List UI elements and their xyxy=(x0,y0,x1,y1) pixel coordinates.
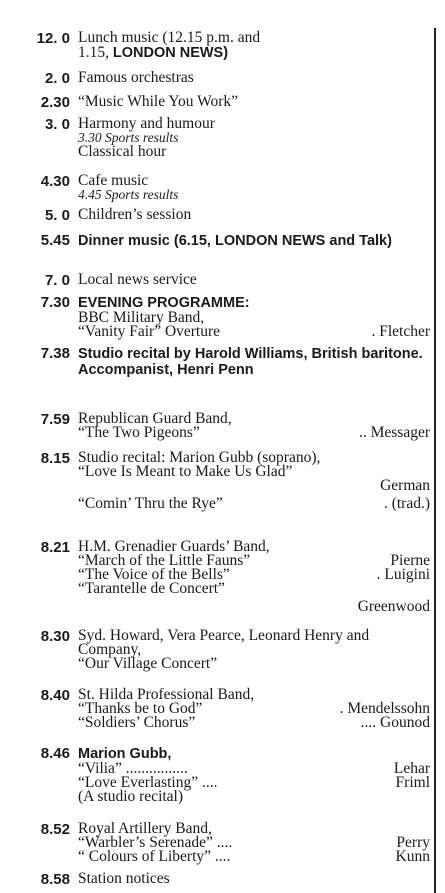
entry-line: “Tarantelle de Concert” xyxy=(78,580,225,597)
entry-text: Lehar xyxy=(393,760,430,777)
entry-time: 2.30 xyxy=(40,94,70,111)
entry-body xyxy=(76,233,430,249)
entry-text: . Fletcher xyxy=(371,323,430,340)
entry-text: Perry xyxy=(396,834,430,851)
entry-line: Children’s session xyxy=(78,206,192,223)
entry-time: 8.15 xyxy=(40,450,70,467)
entry-body xyxy=(76,208,430,222)
entry-line: Studio recital: Marion Gubb (soprano), xyxy=(78,449,321,466)
entry-0545 xyxy=(0,233,430,249)
entry-text: “Thanks be to God” xyxy=(78,700,203,717)
entry-line-bold: EVENING PROGRAMME: xyxy=(78,295,250,311)
entry-body xyxy=(76,295,430,339)
entry-0430 xyxy=(0,174,430,202)
entry-body xyxy=(76,746,430,804)
entry-line xyxy=(78,497,430,511)
entry-line: Greenwood xyxy=(357,598,430,615)
entry-0821 xyxy=(0,540,430,614)
entry-body xyxy=(76,95,430,109)
entry-1200 xyxy=(0,31,430,61)
entry-line: Lunch music (12.15 p.m. and xyxy=(78,29,261,46)
entry-text: “Warbler’s Serenade” .... xyxy=(78,834,233,851)
entry-time: 8.52 xyxy=(40,821,70,838)
entry-time: 4.30 xyxy=(40,173,70,190)
entry-line: Royal Artillery Band, xyxy=(78,820,212,837)
entry-body xyxy=(76,346,430,378)
entry-0738 xyxy=(0,346,430,378)
entry-line: German xyxy=(380,477,430,494)
entry-line: H.M. Grenadier Guards’ Band, xyxy=(78,538,270,555)
entry-time: 5.45 xyxy=(40,232,70,249)
entry-line: Syd. Howard, Vera Pearce, Leonard Henry and Company, xyxy=(78,627,370,658)
entry-body xyxy=(76,822,430,864)
entry-body xyxy=(76,31,430,61)
entry-line-bold: Studio recital by Harold Williams, British baritone. Accompanist, Henri Penn xyxy=(78,346,423,378)
entry-text: Pierne xyxy=(390,552,430,569)
entry-line: Famous orchestras xyxy=(78,69,194,86)
entry-0852 xyxy=(0,822,430,864)
entry-time: 8.40 xyxy=(40,687,70,704)
entry-time: 7.59 xyxy=(40,411,70,428)
entry-line xyxy=(78,716,430,730)
entry-line: 3.30 Sports results xyxy=(78,130,179,145)
entry-line: St. Hilda Professional Band, xyxy=(78,686,255,703)
entry-0846 xyxy=(0,746,430,804)
entry-body xyxy=(76,540,430,614)
entry-body xyxy=(76,872,430,886)
entry-text: “Vilia” ................ xyxy=(78,760,188,777)
entry-0200 xyxy=(0,71,430,87)
entry-line: Local news service xyxy=(78,271,197,288)
entry-time: 2. 0 xyxy=(44,70,70,87)
entry-line: Harmony and humour xyxy=(78,115,215,132)
entry-time: 3. 0 xyxy=(44,116,70,133)
entry-line-bold: Dinner music (6.15, LONDON NEWS and Talk) xyxy=(78,233,392,249)
entry-text: Kunn xyxy=(395,848,430,865)
entry-text: .... Gounod xyxy=(360,714,430,731)
entry-0858 xyxy=(0,872,430,888)
entry-text: “Soldiers’ Chorus” xyxy=(78,714,196,731)
entry-0840 xyxy=(0,688,430,730)
entry-line xyxy=(78,426,430,440)
entry-body xyxy=(76,412,430,440)
entry-text: . Luigini xyxy=(376,566,430,583)
entry-text: “Comin’ Thru the Rye” xyxy=(78,495,223,512)
entry-text: “Love Everlasting” .... xyxy=(78,774,218,791)
entry-time: 8.58 xyxy=(40,871,70,888)
entry-text: 1.15, xyxy=(78,44,113,61)
entry-0230 xyxy=(0,95,430,111)
entry-line: “Love Is Meant to Make Us Glad” xyxy=(78,463,293,480)
entry-time: 7. 0 xyxy=(44,272,70,289)
entry-body xyxy=(76,71,430,85)
entry-body xyxy=(76,174,430,202)
entry-line: Cafe music xyxy=(78,172,149,189)
entry-time: 8.21 xyxy=(40,539,70,556)
entry-line: Classical hour xyxy=(78,143,167,160)
entry-body xyxy=(76,117,430,159)
entry-line: (A studio recital) xyxy=(78,788,184,805)
entry-0815 xyxy=(0,451,430,511)
entry-time: 8.46 xyxy=(40,745,70,762)
entry-line: 4.45 Sports results xyxy=(78,187,179,202)
entry-text: .. Messager xyxy=(358,424,430,441)
entry-0730 xyxy=(0,295,430,339)
entry-text: . Mendelssohn xyxy=(339,700,430,717)
entry-line xyxy=(78,850,430,864)
entry-0300 xyxy=(0,117,430,159)
entry-text: “The Voice of the Bells” xyxy=(78,566,230,583)
entry-text: . (trad.) xyxy=(383,495,430,512)
entry-0830 xyxy=(0,629,430,671)
entry-0500 xyxy=(0,208,430,224)
entry-text: Friml xyxy=(395,774,430,791)
entry-time: 8.30 xyxy=(40,628,70,645)
entry-line: “Our Village Concert” xyxy=(78,655,218,672)
entry-line: BBC Military Band, xyxy=(78,309,205,326)
entry-line xyxy=(78,325,430,339)
entry-line: “Music While You Work” xyxy=(78,93,239,110)
column-rule xyxy=(434,28,436,893)
entry-line-bold: Marion Gubb, xyxy=(78,746,172,762)
entry-line: Republican Guard Band, xyxy=(78,410,232,427)
entry-body xyxy=(76,629,430,671)
entry-text: “ Colours of Liberty” .... xyxy=(78,848,231,865)
entry-time: 12. 0 xyxy=(36,30,70,47)
entry-body xyxy=(76,688,430,730)
entry-time: 5. 0 xyxy=(44,207,70,224)
entry-body xyxy=(76,451,430,511)
entry-body xyxy=(76,273,430,287)
entry-text-bold: LONDON NEWS) xyxy=(112,45,229,61)
entry-time: 7.30 xyxy=(40,294,70,311)
entry-text: “Vanity Fair” Overture xyxy=(78,323,221,340)
entry-line: Station notices xyxy=(78,870,170,887)
entry-0759 xyxy=(0,412,430,440)
entry-0700 xyxy=(0,273,430,289)
entry-line xyxy=(78,45,430,61)
entry-text: “March of the Little Fauns” xyxy=(78,552,251,569)
entry-time: 7.38 xyxy=(40,345,70,362)
entry-text: “The Two Pigeons” xyxy=(78,424,200,441)
